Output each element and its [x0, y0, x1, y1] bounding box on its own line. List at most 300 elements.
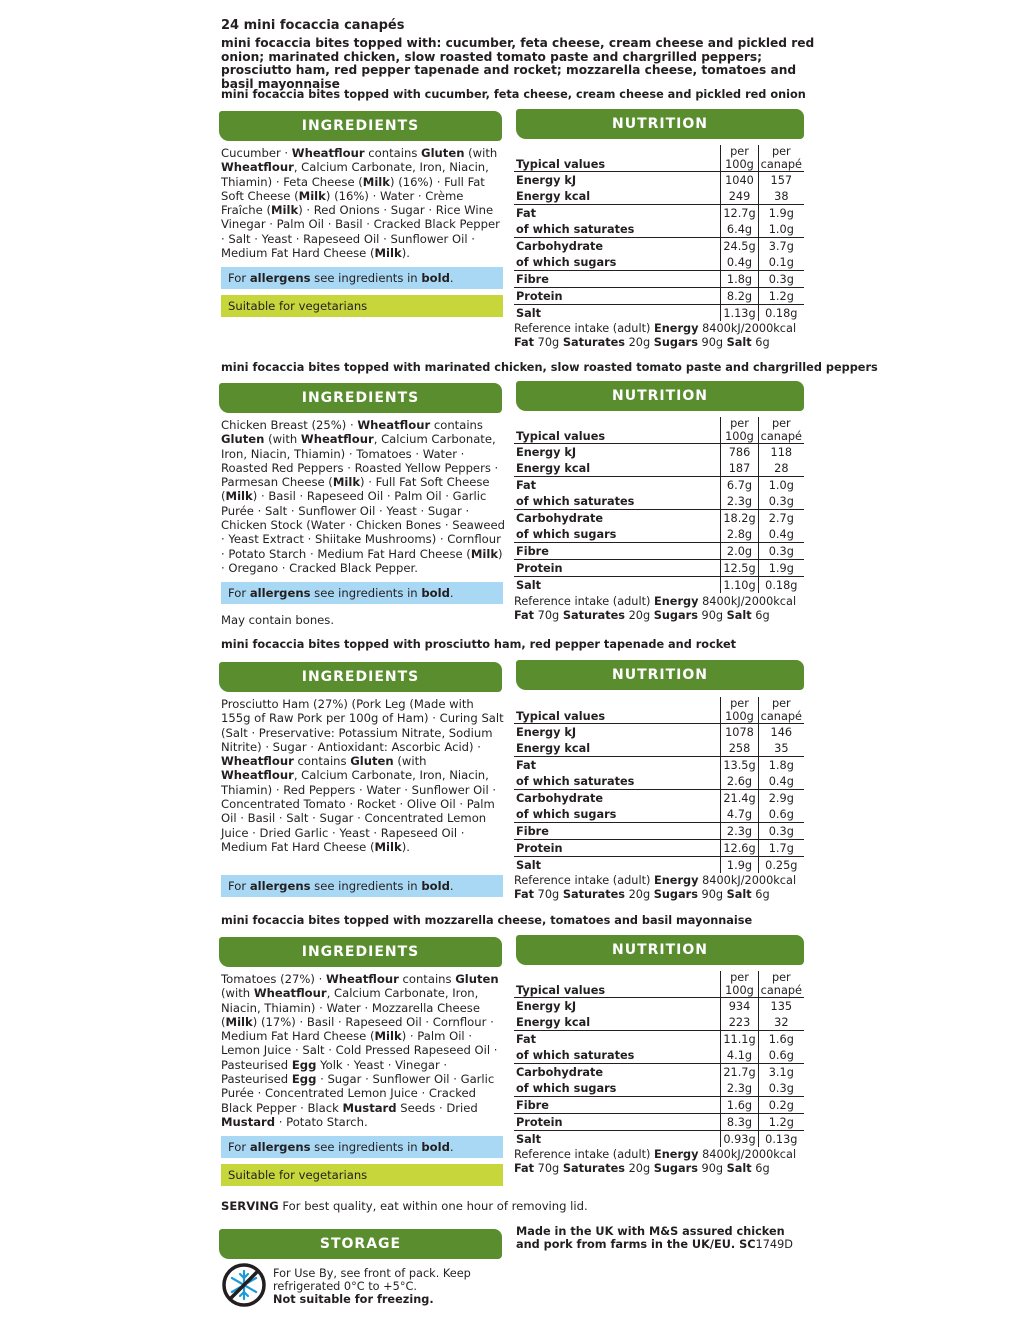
column-header-per-canape: canapé	[760, 158, 802, 171]
ingredient-text: contains	[398, 972, 456, 986]
allergen-word: allergens	[249, 1140, 311, 1154]
nutrient-name: of which saturates	[516, 494, 635, 508]
value-per-100g: 258	[721, 740, 758, 757]
nutrition-row	[514, 1031, 804, 1048]
made-in-code: 1749D	[755, 1238, 793, 1251]
value-per-canape: 28	[774, 461, 789, 475]
allergen-ingredient: Milk	[270, 203, 299, 218]
value-per-canape: 0.3g	[768, 494, 794, 508]
allergen-advice-text	[221, 879, 454, 893]
nutrition-row	[514, 1064, 804, 1081]
value-per-canape: 35	[774, 741, 789, 755]
nutrition-row	[514, 560, 804, 577]
value-per-canape: 38	[774, 189, 789, 203]
product-title: 24 mini focaccia canapés	[221, 18, 405, 33]
nutrition-row	[514, 205, 804, 222]
ri-sugars-value: 90g	[697, 609, 727, 622]
value-per-canape: 3.7g	[758, 238, 804, 255]
ingredient-text: · Sugar · Sunflower Oil · Garlic Purée · Concentrated Lemon Juice · Cracked Black Pepper · Black	[221, 1072, 495, 1115]
allergen-bold-word: bold	[421, 586, 450, 600]
allergen-bold-word: bold	[421, 271, 450, 285]
ingredient-text: contains	[430, 418, 483, 432]
nutrition-row	[514, 460, 804, 477]
column-header-per-100g-top: per	[721, 971, 758, 984]
ri-salt-label: Salt	[726, 1162, 752, 1175]
nutrition-row	[514, 740, 804, 757]
ri-salt-label: Salt	[726, 888, 752, 901]
nutrient-name: Salt	[514, 857, 721, 874]
nutrient-name: Carbohydrate	[514, 238, 721, 255]
ingredient-text: Seeds · Dried	[396, 1100, 478, 1115]
nutrient-name: Energy kJ	[514, 724, 721, 741]
column-header-per-100g-top: per	[721, 697, 758, 710]
nutrition-row	[514, 724, 804, 741]
nutrition-header-row	[514, 417, 804, 430]
ri-saturates-label: Saturates	[562, 336, 626, 349]
value-per-100g: 6.7g	[721, 477, 758, 494]
value-per-canape: 0.18g	[758, 305, 804, 322]
reference-intake	[514, 1148, 814, 1176]
nutrition-banner: NUTRITION	[516, 660, 804, 690]
value-per-canape: 0.3g	[768, 1081, 794, 1095]
ingredient-text: Chicken Breast (25%) ·	[221, 418, 358, 432]
value-per-100g: 21.7g	[721, 1064, 758, 1081]
ri-energy-value: 8400kJ/2000kcal	[698, 874, 797, 887]
ri-saturates-value: 20g	[625, 609, 654, 622]
value-per-100g: 1040	[721, 172, 758, 189]
allergen-mid: see ingredients in	[310, 271, 422, 285]
nutrient-name: Protein	[514, 840, 721, 857]
column-header-per-canape: canapé	[760, 710, 802, 723]
ri-saturates-label: Saturates	[562, 888, 626, 901]
value-per-canape: 1.0g	[768, 222, 794, 236]
allergen-bold-word: bold	[421, 1140, 450, 1154]
allergen-advice	[221, 875, 503, 897]
value-per-canape: 0.3g	[758, 543, 804, 560]
vegetarian-text: Suitable for vegetarians	[228, 1168, 368, 1182]
nutrient-name: Carbohydrate	[514, 1064, 721, 1081]
value-per-canape: 0.4g	[768, 774, 794, 788]
ingredient-text: ) · Basil · Rapeseed Oil · Palm Oil · Garlic Purée · Salt · Sunflower Oil · Yeast · Sugar · Chicken Stock (Water · Chicken Bones · Seaweed · Yeast Extract · Shiitake Mushrooms) · Cornflour · Potato Starch · Medium Fat Hard Cheese (	[221, 489, 505, 561]
ri-fat-value: 70g	[534, 888, 563, 901]
nutrition-banner: NUTRITION	[516, 381, 804, 411]
value-per-100g: 0.4g	[721, 254, 758, 271]
ri-fat-value: 70g	[534, 1162, 563, 1175]
nutrition-row	[514, 493, 804, 510]
section-heading: mini focaccia bites topped with cucumber, feta cheese, cream cheese and pickled red onion	[221, 88, 806, 101]
value-per-100g: 21.4g	[721, 790, 758, 807]
ri-salt-label: Salt	[726, 609, 752, 622]
serving-text: For best quality, eat within one hour of removing lid.	[278, 1199, 588, 1213]
nutrition-banner: NUTRITION	[516, 935, 804, 965]
made-in-text: Made in the UK with M&S assured chicken and pork from farms in the UK/EU. SC	[516, 1225, 785, 1251]
nutrition-row	[514, 288, 804, 305]
ri-saturates-value: 20g	[625, 336, 654, 349]
allergen-pre: For	[228, 271, 250, 285]
reference-intake	[514, 874, 814, 902]
value-per-100g: 4.1g	[721, 1047, 758, 1064]
nutrition-table	[514, 697, 804, 873]
nutrition-row	[514, 238, 804, 255]
nutrient-name: Fibre	[514, 271, 721, 288]
nutrient-name: of which sugars	[516, 527, 617, 541]
nutrition-row	[514, 1047, 804, 1064]
allergen-pre: For	[228, 586, 250, 600]
ri-sugars-value: 90g	[697, 1162, 727, 1175]
typical-values-label: Typical values	[516, 158, 606, 171]
value-per-100g: 2.3g	[721, 493, 758, 510]
ingredients-banner: INGREDIENTS	[219, 937, 502, 967]
nutrient-name: Salt	[514, 1131, 721, 1148]
nutrient-name: of which saturates	[516, 222, 635, 236]
ingredient-text: ) · Full Fat Soft Cheese (	[221, 475, 490, 504]
ingredient-text: Yolk · Yeast · Vinegar · Pasteurised	[221, 1057, 448, 1087]
ri-salt-label: Salt	[726, 336, 752, 349]
value-per-100g: 2.3g	[721, 823, 758, 840]
value-per-canape: 32	[774, 1015, 789, 1029]
ingredient-text: ) (17%) · Basil · Rapeseed Oil · Cornflour · Medium Fat Hard Cheese (	[221, 1014, 494, 1044]
allergen-ingredient: Wheatflour	[221, 754, 294, 769]
ri-energy-value: 8400kJ/2000kcal	[698, 595, 797, 608]
nutrition-row	[514, 840, 804, 857]
ri-label: Reference intake (adult)	[514, 874, 655, 887]
nutrition-row	[514, 1114, 804, 1131]
nutrition-row	[514, 543, 804, 560]
ri-energy-value: 8400kJ/2000kcal	[698, 1148, 797, 1161]
ingredient-text: Prosciutto Ham (27%) (Pork Leg (Made with 155g of Raw Pork per 100g of Ham) · Curing Salt (Salt · Preservative: Potassium Nitrate, Sodium Nitrite) · Sugar · Antioxidant: Ascorbic Acid) ·	[221, 697, 504, 754]
ri-sugars-label: Sugars	[653, 609, 698, 622]
allergen-ingredient: Milk	[374, 246, 402, 261]
nutrition-row	[514, 998, 804, 1015]
allergen-advice-text	[221, 271, 454, 285]
value-per-100g: 11.1g	[721, 1031, 758, 1048]
allergen-ingredient: Milk	[298, 188, 326, 203]
nutrition-row	[514, 773, 804, 790]
ri-label: Reference intake (adult)	[514, 322, 655, 335]
allergen-ingredient: Gluten	[350, 754, 394, 769]
value-per-canape: 0.18g	[758, 577, 804, 594]
allergen-ingredient: Egg	[291, 1057, 317, 1072]
nutrient-name: Fat	[514, 757, 721, 774]
typical-values-label: Typical values	[516, 430, 606, 443]
ri-energy-label: Energy	[654, 322, 699, 335]
nutrient-name: Energy kJ	[514, 444, 721, 461]
ingredients-list	[221, 972, 505, 1129]
nutrition-row	[514, 172, 804, 189]
allergen-ingredient: Mustard	[221, 1114, 276, 1129]
column-header-per-canape-top: per	[771, 417, 791, 430]
value-per-canape: 135	[758, 998, 804, 1015]
ingredient-text: ).	[401, 246, 410, 261]
value-per-100g: 223	[721, 1014, 758, 1031]
value-per-canape: 1.9g	[758, 560, 804, 577]
ingredients-banner: INGREDIENTS	[219, 383, 502, 413]
ri-fat-value: 70g	[534, 609, 563, 622]
value-per-100g: 8.2g	[721, 288, 758, 305]
nutrition-table	[514, 145, 804, 321]
value-per-canape: 1.0g	[758, 477, 804, 494]
column-header-per-100g: 100g	[721, 430, 758, 444]
ri-saturates-value: 20g	[625, 1162, 654, 1175]
value-per-100g: 786	[721, 444, 758, 461]
nutrition-row	[514, 577, 804, 594]
nutrition-row	[514, 857, 804, 874]
nutrient-name: of which saturates	[516, 1048, 635, 1062]
nutrient-name: Carbohydrate	[514, 510, 721, 527]
nutrition-row	[514, 1131, 804, 1148]
value-per-100g: 2.3g	[721, 1080, 758, 1097]
ingredient-text: contains	[293, 754, 351, 769]
value-per-canape: 0.1g	[768, 255, 794, 269]
column-header-per-100g-top: per	[721, 417, 758, 430]
value-per-100g: 1078	[721, 724, 758, 741]
ingredients-list	[221, 146, 505, 260]
nutrient-name: Fat	[514, 1031, 721, 1048]
value-per-100g: 249	[721, 188, 758, 205]
allergen-ingredient: Mustard	[342, 1100, 397, 1115]
ingredient-text: Cucumber ·	[221, 146, 292, 160]
ri-label: Reference intake (adult)	[514, 1148, 655, 1161]
nutrition-header-row	[514, 430, 804, 444]
ri-sugars-label: Sugars	[653, 336, 698, 349]
serving-label: SERVING	[221, 1199, 279, 1213]
value-per-100g: 187	[721, 460, 758, 477]
ri-energy-label: Energy	[654, 595, 699, 608]
allergen-ingredient: Milk	[225, 1014, 253, 1029]
serving-info	[221, 1199, 821, 1213]
nutrient-name: of which sugars	[516, 1081, 617, 1095]
value-per-canape: 1.2g	[758, 1114, 804, 1131]
storage-instructions: For Use By, see front of pack. Keep refrigerated 0°C to +5°C.	[273, 1267, 471, 1293]
section-note: May contain bones.	[221, 613, 335, 627]
reference-intake	[514, 595, 814, 623]
allergen-bold-word: bold	[421, 879, 450, 893]
ri-sugars-label: Sugars	[653, 888, 698, 901]
ingredient-text: , Calcium Carbonate, Iron, Niacin, Thiamin) · Water · Mozzarella Cheese (	[221, 986, 480, 1029]
ingredient-text: ) (16%) · Water · Crème Fraîche (	[221, 188, 464, 218]
ri-fat-label: Fat	[514, 1162, 535, 1175]
ri-sugars-value: 90g	[697, 888, 727, 901]
nutrient-name: Energy kcal	[516, 461, 591, 475]
nutrition-row	[514, 271, 804, 288]
section-heading: mini focaccia bites topped with prosciutto ham, red pepper tapenade and rocket	[221, 638, 737, 651]
value-per-canape: 0.4g	[768, 527, 794, 541]
nutrient-name: Fibre	[514, 823, 721, 840]
allergen-ingredient: Wheatflour	[325, 972, 399, 986]
value-per-100g: 12.7g	[721, 205, 758, 222]
nutrient-name: of which sugars	[516, 807, 617, 821]
ingredient-text: Tomatoes (27%) ·	[221, 972, 326, 986]
column-header-per-100g-top: per	[721, 145, 758, 158]
allergen-ingredient: Gluten	[421, 146, 465, 160]
ri-fat-label: Fat	[514, 336, 535, 349]
ri-energy-label: Energy	[654, 874, 699, 887]
nutrition-row	[514, 790, 804, 807]
nutrient-name: Protein	[514, 288, 721, 305]
value-per-canape: 0.2g	[758, 1097, 804, 1114]
header-blank	[514, 971, 721, 984]
value-per-100g: 0.93g	[721, 1131, 758, 1148]
allergen-ingredient: Wheatflour	[253, 986, 327, 1001]
value-per-canape: 2.9g	[758, 790, 804, 807]
nutrient-name: Fibre	[514, 543, 721, 560]
nutrient-name: Protein	[514, 1114, 721, 1131]
nutrient-name: Fibre	[514, 1097, 721, 1114]
ingredient-text: ) · Palm Oil · Lemon Juice · Salt · Cold Pressed Rapeseed Oil · Pasteurised	[221, 1029, 498, 1072]
nutrition-row	[514, 806, 804, 823]
value-per-100g: 1.8g	[721, 271, 758, 288]
value-per-100g: 1.6g	[721, 1097, 758, 1114]
nutrition-row	[514, 254, 804, 271]
nutrition-row	[514, 1097, 804, 1114]
nutrient-name: Energy kJ	[514, 998, 721, 1015]
nutrition-row	[514, 305, 804, 322]
nutrient-name: of which saturates	[516, 774, 635, 788]
vegetarian-badge	[221, 295, 503, 317]
value-per-canape: 1.7g	[758, 840, 804, 857]
ingredient-text: ) (16%) · Full Fat Soft Cheese (	[221, 174, 485, 203]
allergen-ingredient: Milk	[362, 174, 390, 189]
nutrient-name: Salt	[514, 305, 721, 322]
allergen-ingredient: Wheatflour	[357, 418, 431, 432]
value-per-100g: 934	[721, 998, 758, 1015]
value-per-canape: 1.9g	[758, 205, 804, 222]
nutrition-row	[514, 1080, 804, 1097]
value-per-100g: 12.6g	[721, 840, 758, 857]
ri-sugars-value: 90g	[697, 336, 727, 349]
column-header-per-100g: 100g	[721, 710, 758, 724]
allergen-end: .	[449, 879, 454, 893]
ingredient-text: , Calcium Carbonate, Iron, Niacin, Thiamin) · Tomatoes · Water · Roasted Red Peppers · Roasted Yellow Peppers · Parmesan Cheese (	[221, 432, 499, 490]
value-per-100g: 6.4g	[721, 221, 758, 238]
allergen-ingredient: Egg	[291, 1072, 317, 1087]
ri-saturates-value: 20g	[625, 888, 654, 901]
allergen-ingredient: Milk	[225, 489, 253, 504]
ingredient-text: (with	[464, 146, 498, 160]
nutrition-row	[514, 444, 804, 461]
nutrition-header-row	[514, 971, 804, 984]
storage-banner: STORAGE	[219, 1229, 502, 1259]
nutrition-table	[514, 417, 804, 593]
value-per-canape: 118	[758, 444, 804, 461]
value-per-100g: 2.6g	[721, 773, 758, 790]
allergen-advice	[221, 267, 503, 289]
typical-values-label: Typical values	[516, 984, 606, 997]
allergen-word: allergens	[249, 586, 311, 600]
ingredient-text: (with	[221, 986, 254, 1001]
ingredient-text: (with	[393, 754, 427, 769]
ri-fat-value: 70g	[534, 336, 563, 349]
value-per-canape: 157	[758, 172, 804, 189]
ri-energy-label: Energy	[654, 1148, 699, 1161]
allergen-word: allergens	[249, 271, 311, 285]
ri-fat-label: Fat	[514, 609, 535, 622]
header-blank	[514, 417, 721, 430]
value-per-canape: 0.3g	[758, 271, 804, 288]
value-per-canape: 1.6g	[758, 1031, 804, 1048]
allergen-end: .	[449, 1140, 454, 1154]
nutrient-name: Energy kJ	[514, 172, 721, 189]
reference-intake	[514, 322, 814, 350]
allergen-end: .	[449, 271, 454, 285]
allergen-advice	[221, 582, 503, 604]
nutrition-header-row	[514, 697, 804, 710]
nutrient-name: Fat	[514, 205, 721, 222]
column-header-per-canape-top: per	[771, 145, 791, 158]
section-heading: mini focaccia bites topped with mozzarella cheese, tomatoes and basil mayonnaise	[221, 914, 753, 927]
value-per-canape: 2.7g	[758, 510, 804, 527]
nutrient-name: Energy kcal	[516, 189, 591, 203]
value-per-100g: 8.3g	[721, 1114, 758, 1131]
allergen-ingredient: Wheatflour	[291, 146, 365, 160]
value-per-canape: 0.25g	[758, 857, 804, 874]
ri-salt-value: 6g	[751, 888, 770, 901]
allergen-pre: For	[228, 1140, 250, 1154]
nutrition-banner: NUTRITION	[516, 109, 804, 139]
allergen-ingredient: Wheatflour	[221, 160, 294, 175]
ingredient-text: , Calcium Carbonate, Iron, Niacin, Thiamin) · Feta Cheese (	[221, 160, 489, 189]
value-per-100g: 2.0g	[721, 543, 758, 560]
ingredients-list	[221, 418, 505, 575]
nutrient-name: Protein	[514, 560, 721, 577]
ri-sugars-label: Sugars	[653, 1162, 698, 1175]
allergen-ingredient: Gluten	[221, 432, 265, 447]
value-per-canape: 1.2g	[758, 288, 804, 305]
value-per-100g: 2.8g	[721, 526, 758, 543]
ingredient-text: contains	[364, 146, 422, 160]
nutrient-name: Fat	[514, 477, 721, 494]
nutrition-row	[514, 221, 804, 238]
ri-salt-value: 6g	[751, 336, 770, 349]
allergen-ingredient: Milk	[374, 1029, 402, 1044]
nutrition-table	[514, 971, 804, 1147]
nutrition-header-row	[514, 984, 804, 998]
nutrient-name: of which sugars	[516, 255, 617, 269]
ingredient-text: · Potato Starch.	[275, 1114, 368, 1129]
ri-saturates-label: Saturates	[562, 609, 626, 622]
section-heading: mini focaccia bites topped with marinated chicken, slow roasted tomato paste and chargrilled peppers	[221, 361, 878, 374]
allergen-pre: For	[228, 879, 250, 893]
nutrient-name: Energy kcal	[516, 1015, 591, 1029]
ingredients-banner: INGREDIENTS	[219, 111, 502, 141]
allergen-advice-text	[221, 586, 454, 600]
ingredient-text: ) · Red Onions · Sugar · Rice Wine Vinegar · Palm Oil · Basil · Cracked Black Pepper · Salt · Yeast · Rapeseed Oil · Sunflower Oil · Medium Fat Hard Cheese (	[221, 203, 500, 261]
column-header-per-canape: canapé	[760, 430, 802, 443]
header-blank	[514, 145, 721, 158]
nutrition-header-row	[514, 710, 804, 724]
column-header-per-100g: 100g	[721, 984, 758, 998]
ri-energy-value: 8400kJ/2000kcal	[698, 322, 797, 335]
allergen-ingredient: Wheatflour	[300, 432, 374, 447]
freezing-warning: Not suitable for freezing.	[273, 1293, 434, 1306]
value-per-100g: 4.7g	[721, 806, 758, 823]
ingredient-text: (with	[264, 432, 301, 447]
typical-values-label: Typical values	[516, 710, 606, 723]
value-per-100g: 18.2g	[721, 510, 758, 527]
nutrient-name: Carbohydrate	[514, 790, 721, 807]
nutrition-row	[514, 1014, 804, 1031]
allergen-ingredient: Milk	[470, 546, 499, 561]
allergen-advice	[221, 1136, 503, 1158]
allergen-ingredient: Wheatflour	[221, 768, 294, 783]
value-per-canape: 0.6g	[768, 1048, 794, 1062]
nutrition-row	[514, 823, 804, 840]
value-per-canape: 1.8g	[758, 757, 804, 774]
ri-label: Reference intake (adult)	[514, 595, 655, 608]
column-header-per-canape: canapé	[760, 984, 802, 997]
header-blank	[514, 697, 721, 710]
vegetarian-text: Suitable for vegetarians	[228, 299, 368, 313]
